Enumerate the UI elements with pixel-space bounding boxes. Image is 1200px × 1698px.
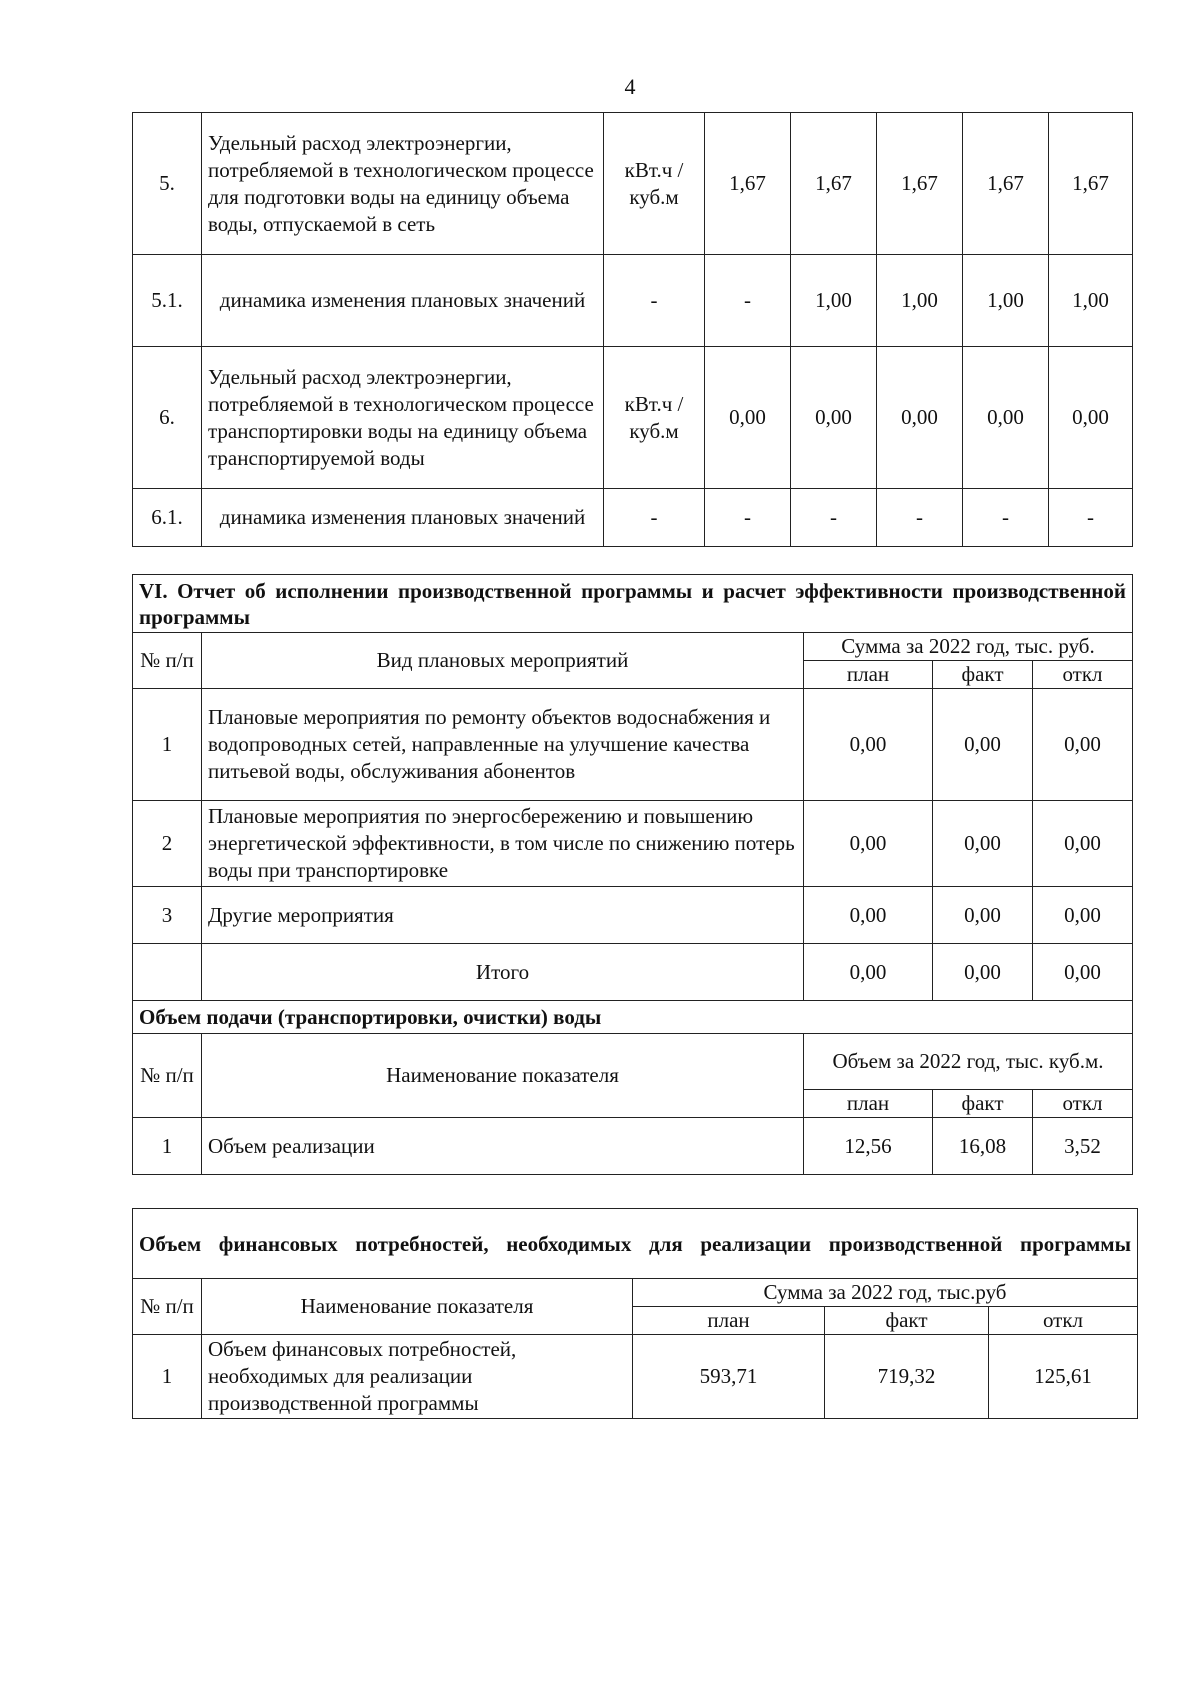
- value-cell: 0,00: [1033, 887, 1133, 944]
- value-cell: -: [705, 255, 791, 347]
- table-row: [133, 1118, 1133, 1175]
- value-cell: 1,67: [791, 113, 877, 255]
- value-cell: 0,00: [963, 347, 1049, 489]
- indicator-name: динамика изменения плановых значений: [202, 489, 604, 547]
- table-row: [133, 347, 1133, 489]
- value-cell: 1,00: [1049, 255, 1133, 347]
- value-cell: 1,00: [791, 255, 877, 347]
- indicator-name: Удельный расход электроэнергии, потребляемой в технологическом процессе для подготовки воды на единицу объема воды, отпускаемой в сеть: [202, 113, 604, 255]
- value-cell: 0,00: [933, 801, 1033, 887]
- column-header-sum: Сумма за 2022 год, тыс. руб.: [804, 633, 1133, 661]
- value-cell: 593,71: [633, 1335, 825, 1419]
- row-number: 1: [133, 689, 202, 801]
- column-header-name: Вид плановых мероприятий: [202, 633, 804, 689]
- value-cell: 0,00: [804, 801, 933, 887]
- column-header-deviation: откл: [1033, 661, 1133, 689]
- value-cell: 0,00: [1033, 944, 1133, 1001]
- indicator-name: динамика изменения плановых значений: [202, 255, 604, 347]
- value-cell: -: [877, 489, 963, 547]
- value-cell: 0,00: [933, 944, 1033, 1001]
- indicators-table: [132, 112, 1133, 547]
- column-header-plan: план: [633, 1307, 825, 1335]
- value-cell: -: [705, 489, 791, 547]
- value-cell: 0,00: [804, 887, 933, 944]
- value-cell: 719,32: [825, 1335, 989, 1419]
- unit-cell: кВт.ч / куб.м: [604, 113, 705, 255]
- activity-name: Другие мероприятия: [202, 887, 804, 944]
- row-number: 5.1.: [133, 255, 202, 347]
- total-label: Итого: [202, 944, 804, 1001]
- indicator-name: Объем реализации: [202, 1118, 804, 1175]
- row-number: 6.: [133, 347, 202, 489]
- unit-cell: кВт.ч / куб.м: [604, 347, 705, 489]
- column-header-name: Наименование показателя: [202, 1034, 804, 1118]
- row-number: 2: [133, 801, 202, 887]
- value-cell: 1,67: [963, 113, 1049, 255]
- table-row: [133, 255, 1133, 347]
- value-cell: 0,00: [1033, 689, 1133, 801]
- column-header-sum: Сумма за 2022 год, тыс.руб: [633, 1279, 1138, 1307]
- program-report-table: [132, 574, 1133, 1175]
- indicator-name: Объем финансовых потребностей, необходимых для реализации производственной программы: [202, 1335, 633, 1419]
- section-title: VI. Отчет об исполнении производственной программы и расчет эффективности производственной программы: [133, 575, 1133, 633]
- table-row: [133, 113, 1133, 255]
- activity-name: Плановые мероприятия по ремонту объектов водоснабжения и водопроводных сетей, направленные на улучшение качества питьевой воды, обслуживания абонентов: [202, 689, 804, 801]
- value-cell: -: [963, 489, 1049, 547]
- value-cell: 3,52: [1033, 1118, 1133, 1175]
- value-cell: 0,00: [705, 347, 791, 489]
- column-header-plan: план: [804, 1090, 933, 1118]
- activity-name: Плановые мероприятия по энергосбережению и повышению энергетической эффективности, в том числе по снижению потерь воды при транспортировке: [202, 801, 804, 887]
- column-header-number: № п/п: [133, 1034, 202, 1118]
- column-header-fact: факт: [933, 661, 1033, 689]
- value-cell: 12,56: [804, 1118, 933, 1175]
- row-number: 6.1.: [133, 489, 202, 547]
- column-header-deviation: откл: [989, 1307, 1138, 1335]
- value-cell: 0,00: [877, 347, 963, 489]
- value-cell: 0,00: [933, 887, 1033, 944]
- row-number: 5.: [133, 113, 202, 255]
- value-cell: 0,00: [804, 944, 933, 1001]
- value-cell: 0,00: [1049, 347, 1133, 489]
- value-cell: 1,67: [877, 113, 963, 255]
- table-row: [133, 689, 1133, 801]
- section-title: Объем финансовых потребностей, необходимых для реализации производственной программы: [133, 1209, 1138, 1279]
- row-number: 1: [133, 1118, 202, 1175]
- column-header-fact: факт: [933, 1090, 1033, 1118]
- value-cell: 125,61: [989, 1335, 1138, 1419]
- value-cell: 1,67: [705, 113, 791, 255]
- value-cell: 1,00: [877, 255, 963, 347]
- total-row: [133, 944, 1133, 1001]
- column-header-number: № п/п: [133, 1279, 202, 1335]
- column-header-volume: Объем за 2022 год, тыс. куб.м.: [804, 1034, 1133, 1090]
- page-number: 4: [624, 74, 636, 99]
- table-row: [133, 887, 1133, 944]
- value-cell: 0,00: [933, 689, 1033, 801]
- column-header-number: № п/п: [133, 633, 202, 689]
- unit-cell: -: [604, 255, 705, 347]
- value-cell: 0,00: [804, 689, 933, 801]
- column-header-fact: факт: [825, 1307, 989, 1335]
- table-row: [133, 489, 1133, 547]
- table-row: [133, 1335, 1138, 1419]
- column-header-name: Наименование показателя: [202, 1279, 633, 1335]
- value-cell: 16,08: [933, 1118, 1033, 1175]
- table-row: [133, 801, 1133, 887]
- financial-needs-table: [132, 1208, 1138, 1419]
- value-cell: -: [791, 489, 877, 547]
- row-number: 3: [133, 887, 202, 944]
- value-cell: 0,00: [1033, 801, 1133, 887]
- value-cell: 0,00: [791, 347, 877, 489]
- column-header-deviation: откл: [1033, 1090, 1133, 1118]
- value-cell: 1,67: [1049, 113, 1133, 255]
- volume-section-title: Объем подачи (транспортировки, очистки) воды: [133, 1001, 1133, 1034]
- column-header-plan: план: [804, 661, 933, 689]
- unit-cell: -: [604, 489, 705, 547]
- value-cell: 1,00: [963, 255, 1049, 347]
- row-number: 1: [133, 1335, 202, 1419]
- value-cell: -: [1049, 489, 1133, 547]
- indicator-name: Удельный расход электроэнергии, потребляемой в технологическом процессе транспортировки воды на единицу объема транспортируемой воды: [202, 347, 604, 489]
